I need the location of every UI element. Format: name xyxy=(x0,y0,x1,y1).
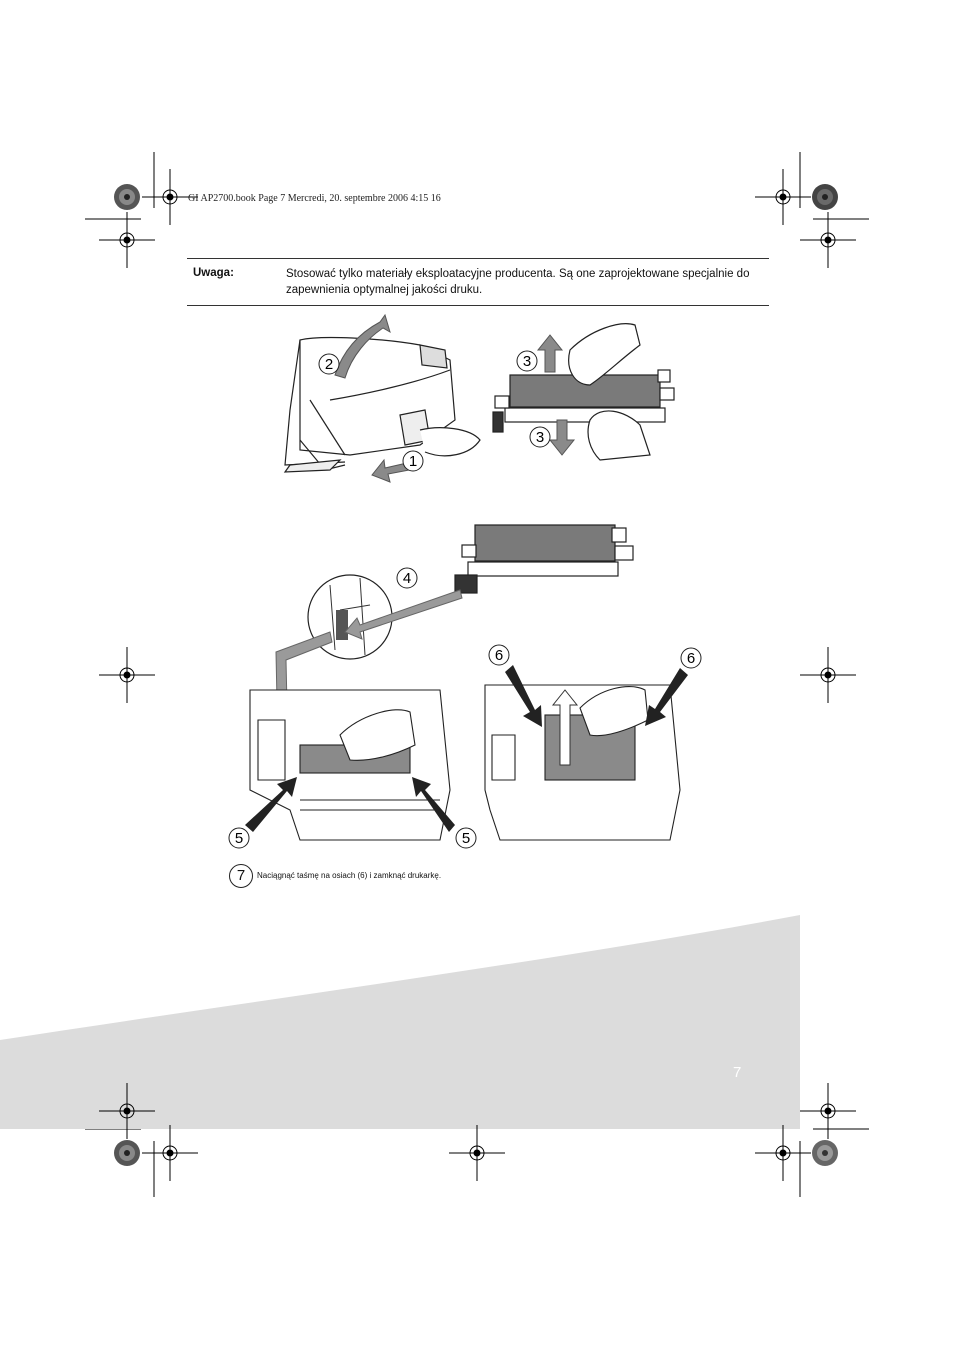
page-number: 7 xyxy=(733,1064,742,1081)
book-header-line: GI AP2700.book Page 7 Mercredi, 20. septembre 2006 4:15 16 xyxy=(188,193,441,204)
callout-5-left xyxy=(229,828,249,848)
ribbon-replacement-illustration xyxy=(220,310,720,850)
callout-2-label: 2 xyxy=(324,356,334,373)
starburst-target xyxy=(812,184,838,210)
callout-1-label: 1 xyxy=(408,453,418,470)
callout-5-right-label: 5 xyxy=(461,830,471,847)
registration-target xyxy=(755,169,811,225)
callout-3-bottom xyxy=(530,427,550,447)
callout-6-left-label: 6 xyxy=(494,647,504,664)
lift-arrow xyxy=(538,335,562,372)
starburst-target xyxy=(114,184,140,210)
registration-target xyxy=(142,1125,198,1181)
registration-target xyxy=(800,1083,856,1139)
registration-target xyxy=(449,1125,505,1181)
step-7-text: Naciągnąć taśmę na osiach (6) i zamknąć drukarkę. xyxy=(257,871,442,880)
callout-6-right xyxy=(681,648,701,668)
note-bottom-rule xyxy=(187,305,769,306)
ribbon-cassette-figure xyxy=(493,324,674,460)
registration-target xyxy=(800,212,856,268)
footer-band xyxy=(0,915,800,1129)
callout-3-top xyxy=(517,351,537,371)
callout-1 xyxy=(403,451,423,471)
starburst-target xyxy=(114,1140,140,1166)
lower-arrow xyxy=(550,420,574,455)
starburst-target xyxy=(812,1140,838,1166)
step-7-number: 7 xyxy=(229,864,253,888)
printer-interior-left-figure xyxy=(250,690,450,840)
note-label: Uwaga: xyxy=(193,267,234,279)
callout-6-left xyxy=(489,645,509,665)
callout-4-label: 4 xyxy=(402,570,412,587)
note-text: Stosować tylko materiały eksploatacyjne producenta. Są one zaprojektowane specjalnie do zapewnienia optymalnej jakości druku. xyxy=(286,268,750,296)
printer-open-lid-figure xyxy=(285,338,480,472)
registration-target xyxy=(99,212,155,268)
callout-3-top-label: 3 xyxy=(522,353,532,370)
registration-target xyxy=(800,647,856,703)
registration-target xyxy=(99,647,155,703)
note-top-rule xyxy=(187,258,769,259)
callout-5-left-label: 5 xyxy=(234,830,244,847)
callout-6-right-label: 6 xyxy=(686,650,696,667)
registration-target xyxy=(755,1125,811,1181)
callout-2 xyxy=(319,354,339,374)
callout-4 xyxy=(397,568,417,588)
callout-3-bottom-label: 3 xyxy=(535,429,545,446)
callout-5-right xyxy=(456,828,476,848)
new-ribbon-figure xyxy=(455,525,633,593)
